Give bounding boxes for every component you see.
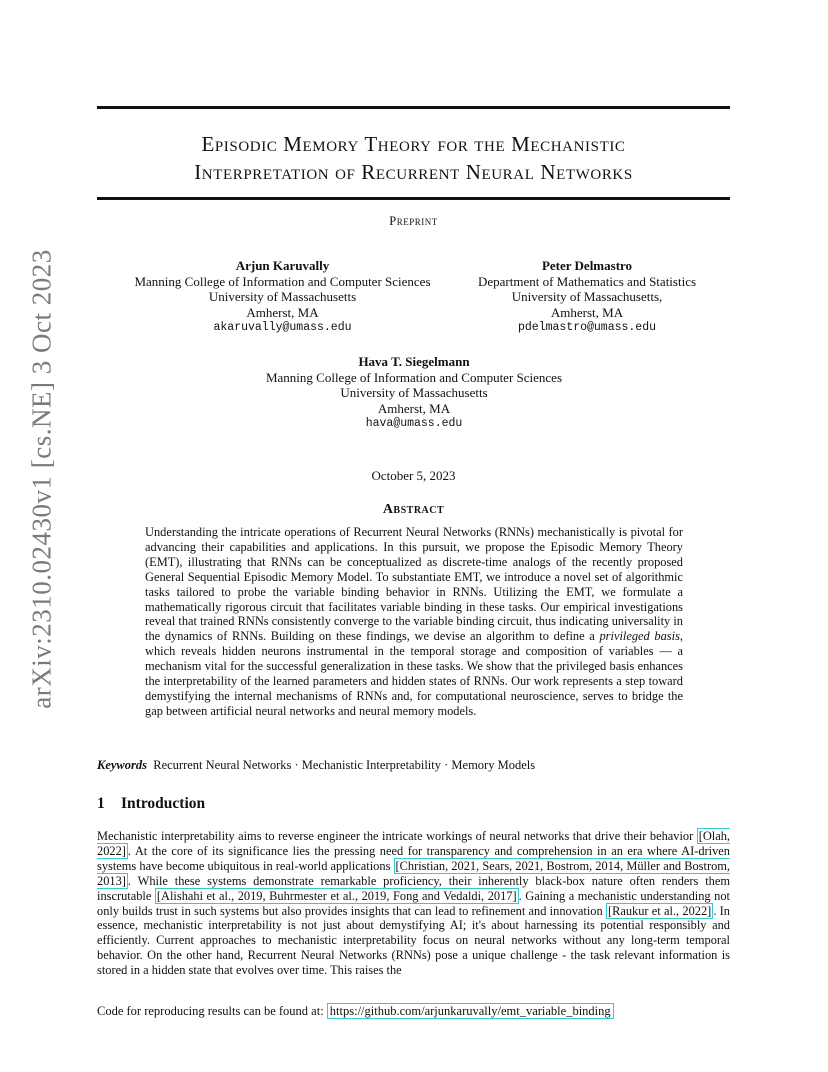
author-university: University of Massachusetts (208, 289, 357, 304)
author-affiliation: Manning College of Information and Computer Sciences (134, 273, 431, 289)
title-line-1: Episodic Memory Theory for the Mechanistic (201, 132, 626, 156)
author-location: Amherst, MA (246, 304, 319, 320)
author-email[interactable]: akaruvally@umass.edu (213, 321, 352, 334)
footnote-text: Code for reproducing results can be found at: (97, 1004, 327, 1018)
arxiv-stamp: arXiv:2310.02430v1 [cs.NE] 3 Oct 2023 (26, 249, 57, 709)
abstract-emphasis: privileged basis (599, 629, 680, 644)
intro-text: Mechanistic interpretability aims to reverse engineer the intricate workings of neural networks that drive their behavior (97, 829, 697, 843)
abstract-text-1: Understanding the intricate operations of Recurrent Neural Networks (RNNs) mechanistically is pivotal for advancing their capabilities and applications. In this pursuit, we propose the Episodic Memory Theory (EMT), illustrating that RNNs can be conceptualized as discrete-time analogs of the recently proposed General Sequential Episodic Memory Model. To substantiate EMT, we introduce a novel set of algorithmic tasks tailored to probe the variable binding behavior in RNNs. Utilizing the EMT, we formulate a mathematically rigorous circuit that facilitates variable binding in these tasks. Our empirical investigations reveal that trained RNNs consistently converge to the variable binding circuit, thus indicating universality in the dynamics of RNNs. Building on these findings, we devise an algorithm to define a (145, 525, 683, 644)
github-link[interactable]: https://github.com/arjunkaruvally/emt_variable_binding (327, 1003, 614, 1019)
paper-date: October 5, 2023 (371, 468, 456, 483)
keywords-label: Keywords (97, 758, 147, 772)
intro-text: . In essence, mechanistic interpretability is not just about demystifying AI; it's about harnessing its potential responsibly and efficiently. Current approaches to mechanistic interpretability focus on neural networks without any long-term temporal behavior. On the other hand, Recurrent Neural Networks (RNNs) pose a unique challenge - the task relevant information is stored in a hidden state that evolves over time. This raises the (97, 903, 730, 978)
title-line-2: Interpretation of Recurrent Neural Networks (194, 160, 633, 184)
section-title: Introduction (121, 795, 206, 812)
author-university: University of Massachusetts (340, 385, 488, 400)
author-email[interactable]: hava@umass.edu (365, 417, 463, 430)
title-bottom-rule (97, 197, 730, 200)
keywords-list: Recurrent Neural Networks · Mechanistic Interpretability · Memory Models (153, 758, 536, 772)
citation-link[interactable]: [Olah, 2022] (97, 829, 730, 858)
keywords-line (97, 758, 535, 773)
abstract-heading: Abstract (382, 502, 445, 517)
author-university: University of Massachusetts, (511, 289, 663, 304)
author-name: Peter Delmastro (541, 258, 633, 273)
citation-link[interactable]: [Raukur et al., 2022] (607, 903, 712, 918)
section-heading (97, 795, 205, 813)
author-affiliation: Manning College of Information and Computer Sciences (265, 369, 563, 385)
author-name: Arjun Karuvally (235, 258, 330, 273)
footnote (97, 1004, 614, 1019)
author-location: Amherst, MA (377, 400, 451, 416)
author-location: Amherst, MA (550, 304, 624, 320)
intro-paragraph (97, 829, 730, 978)
author-email[interactable]: pdelmastro@umass.edu (517, 321, 657, 334)
top-rule (97, 106, 730, 109)
intro-text: . While these systems demonstrate remarkable proficiency, their inherently black-box nature often renders them inscrutable (97, 873, 730, 903)
citation-link[interactable]: [Christian, 2021, Sears, 2021, Bostrom, 2014, Müller and Bostrom, 2013] (97, 858, 730, 888)
section-number: 1 (97, 795, 105, 812)
citation-link[interactable]: [Alishahi et al., 2019, Buhrmester et al., 2019, Fong and Vedaldi, 2017] (156, 888, 517, 903)
preprint-label: Preprint (389, 214, 438, 228)
author-block-2 (462, 258, 712, 336)
abstract-text-2: , which reveals hidden neurons instrumental in the temporal storage and composition of variables — a mechanism vital for the successful generalization in these tasks. We show that the privileged basis enhances the interpretability of the learned parameters and hidden states of RNNs. Our work represents a step toward demystifying the internal mechanisms of RNNs and, for computational neuroscience, serves to bridge the gap between artificial neural networks and neural memory models. (145, 629, 684, 718)
author-block-1 (120, 258, 445, 336)
author-block-3 (230, 354, 598, 432)
intro-text: . Gaining a mechanistic understanding not only builds trust in such systems but also provides insights that can lead to refinement and innovation (97, 888, 730, 918)
paper-title (97, 130, 730, 186)
author-affiliation: Department of Mathematics and Statistics (477, 273, 697, 289)
author-name: Hava T. Siegelmann (358, 354, 470, 369)
intro-text: . At the core of its significance lies the pressing need for transparency and comprehension in an era where AI-driven systems have become ubiquitous in real-world applications (97, 843, 730, 873)
abstract-body (145, 525, 683, 719)
